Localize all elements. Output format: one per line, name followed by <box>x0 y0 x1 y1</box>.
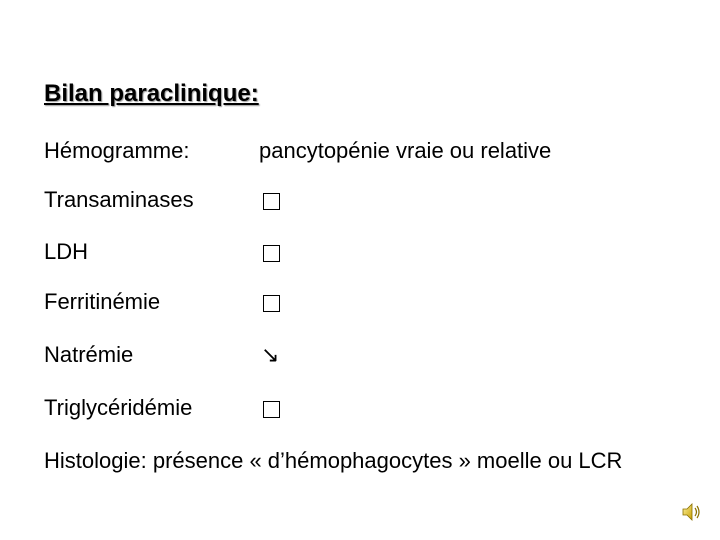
row-label: Ferritinémie <box>44 289 161 314</box>
slide-title: Bilan paraclinique: <box>44 80 259 107</box>
box-icon <box>263 295 280 312</box>
row-label: LDH <box>44 239 89 264</box>
box-icon <box>263 193 280 210</box>
row-label: Hémogramme: <box>44 138 190 163</box>
arrow-down-right-icon: ↘ <box>261 342 280 367</box>
row-indicator <box>259 395 280 424</box>
histology-line: Histologie: présence « d’hémophagocytes » moelle ou LCR <box>44 448 623 473</box>
box-icon <box>263 401 280 418</box>
row-indicator <box>259 342 279 368</box>
speaker-icon[interactable] <box>680 500 704 524</box>
row-indicator <box>259 187 280 216</box>
row-label: Natrémie <box>44 342 134 367</box>
row-indicator <box>259 289 280 318</box>
box-icon <box>263 245 280 262</box>
row-label: Transaminases <box>44 187 194 212</box>
row-label: Triglycéridémie <box>44 395 193 420</box>
row-value: pancytopénie vraie ou relative <box>259 138 552 163</box>
row-indicator <box>259 239 280 268</box>
